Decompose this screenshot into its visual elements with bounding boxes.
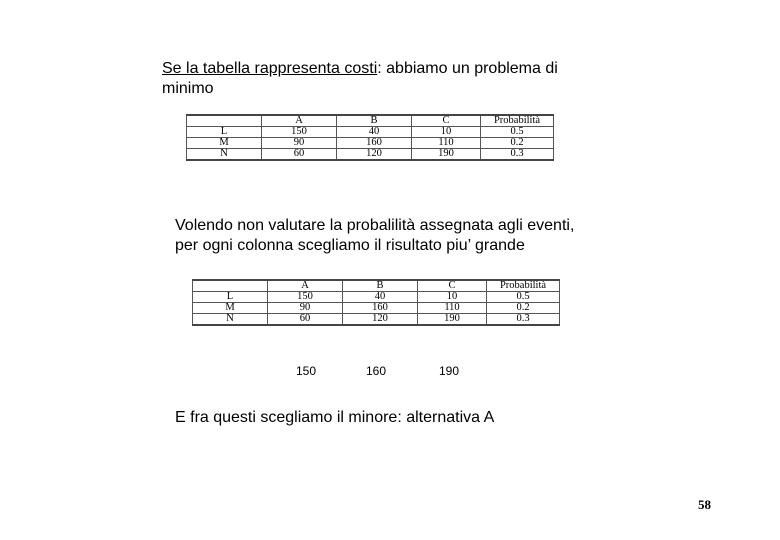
table-cell: 160: [337, 138, 412, 149]
table-cell: 60: [262, 149, 337, 161]
intro-text: [162, 59, 558, 99]
row-label: L: [193, 292, 268, 303]
table-cell: 40: [337, 127, 412, 138]
table-cell: 60: [268, 314, 343, 326]
table-row: [187, 138, 554, 149]
max-value-b: 160: [366, 364, 387, 378]
explanation-line1: Volendo non valutare la probalilità assegnata agli eventi,: [175, 217, 575, 234]
table-header-row: [187, 115, 554, 127]
row-label: M: [187, 138, 262, 149]
table-row: [193, 292, 560, 303]
cost-table-1: [186, 114, 554, 161]
header-cell: A: [262, 115, 337, 127]
max-value-c: 190: [439, 364, 460, 378]
table-cell: 10: [412, 127, 481, 138]
header-cell: B: [337, 115, 412, 127]
table-cell: 120: [343, 314, 418, 326]
table-header-row: [193, 280, 560, 292]
header-cell: A: [268, 280, 343, 292]
table-row: [193, 303, 560, 314]
header-cell: Probabilità: [481, 115, 554, 127]
cost-table-2: [192, 279, 560, 326]
explanation-line2: per ogni colonna scegliamo il risultato piu’ grande: [175, 237, 525, 254]
table-cell: 0.3: [487, 314, 560, 326]
row-label: M: [193, 303, 268, 314]
page-number: 58: [698, 497, 711, 512]
explanation-text: [175, 216, 574, 256]
header-cell: [187, 115, 262, 127]
table-cell: 190: [412, 149, 481, 161]
table-cell: 120: [337, 149, 412, 161]
header-cell: Probabilità: [487, 280, 560, 292]
table-cell: 90: [268, 303, 343, 314]
header-cell: B: [343, 280, 418, 292]
intro-underlined: Se la tabella rappresenta costi: [162, 60, 378, 77]
table-row: [187, 149, 554, 161]
max-value-a: 150: [296, 364, 317, 378]
conclusion-text: E fra questi scegliamo il minore: alternativa A: [175, 409, 495, 426]
table-cell: 40: [343, 292, 418, 303]
table-cell: 160: [343, 303, 418, 314]
table-cell: 150: [268, 292, 343, 303]
table-cell: 10: [418, 292, 487, 303]
table-cell: 110: [418, 303, 487, 314]
table-cell: 0.2: [487, 303, 560, 314]
table-cell: 110: [412, 138, 481, 149]
intro-line2: minimo: [162, 80, 214, 97]
row-label: N: [193, 314, 268, 326]
table-cell: 0.5: [487, 292, 560, 303]
table-cell: 0.2: [481, 138, 554, 149]
table-cell: 0.5: [481, 127, 554, 138]
header-cell: C: [418, 280, 487, 292]
header-cell: C: [412, 115, 481, 127]
intro-rest: : abbiamo un problema di: [377, 60, 558, 77]
row-label: N: [187, 149, 262, 161]
table-cell: 150: [262, 127, 337, 138]
table-cell: 190: [418, 314, 487, 326]
table-cell: 90: [262, 138, 337, 149]
row-label: L: [187, 127, 262, 138]
table-cell: 0.3: [481, 149, 554, 161]
table-row: [193, 314, 560, 326]
table-row: [187, 127, 554, 138]
header-cell: [193, 280, 268, 292]
